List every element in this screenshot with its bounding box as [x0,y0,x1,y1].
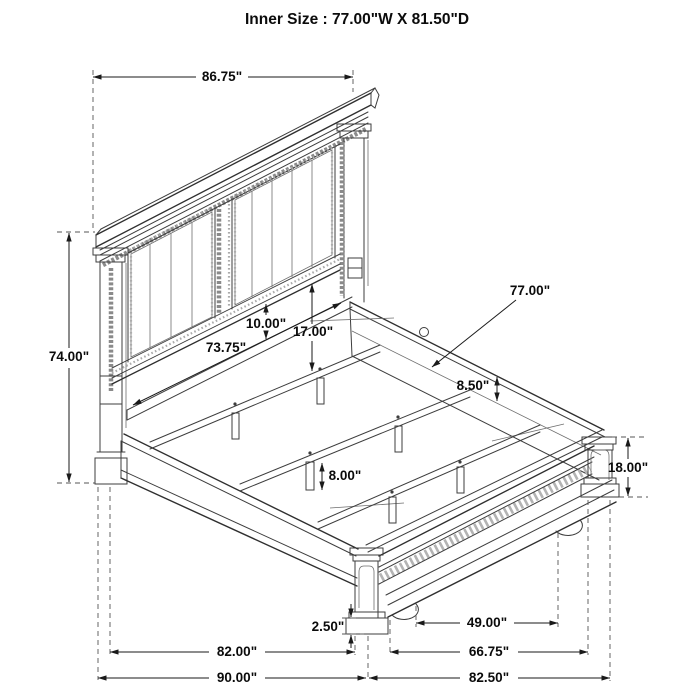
svg-text:8.50": 8.50" [456,378,490,393]
dim-rail-length-77 [432,283,550,367]
slat-leg [317,378,324,404]
headboard-right-post [337,124,371,302]
dim-footboard-height-18 [608,438,648,496]
slat-leg [457,467,464,493]
footboard-top-rail [379,446,594,567]
footboard-base [386,480,616,619]
svg-text:77.00": 77.00" [509,283,551,298]
footboard [346,437,619,634]
svg-text:74.00": 74.00" [48,349,90,364]
svg-text:82.50": 82.50" [468,670,510,685]
dim-rail-drop-8-5 [457,377,497,401]
deck-foot-edge [366,430,602,552]
rail-bolt-hole [420,328,429,337]
dim-headboard-width [93,69,353,84]
svg-text:66.75": 66.75" [468,644,510,659]
dim-panel-to-slat-17 [293,284,333,371]
post-pilaster [359,566,374,610]
dim-inner-length-82 [110,644,355,659]
slats [150,345,540,529]
svg-text:2.50": 2.50" [311,619,345,634]
head-rail [127,297,352,420]
bed-platform [121,297,605,586]
dim-overall-90 [98,670,366,685]
page-title: Inner Size : 77.00"W X 81.50"D [244,11,470,28]
svg-text:10.00": 10.00" [245,316,287,331]
dimension-annotations [49,69,648,685]
base-bracket-right [556,520,582,535]
headboard-crown [96,88,379,265]
extension-lines [57,70,648,681]
dim-inner-width [133,303,341,405]
base-bracket-left [392,604,418,619]
headboard [93,88,379,484]
svg-text:8.00": 8.00" [328,468,362,483]
svg-text:17.00": 17.00" [292,324,334,339]
footboard-left-post [346,548,388,634]
slat-1 [150,345,380,449]
svg-text:49.00": 49.00" [466,615,508,630]
headboard-left-post [93,248,128,484]
dim-bracket-span-49 [416,615,558,630]
svg-text:90.00": 90.00" [216,670,258,685]
svg-text:86.75": 86.75" [201,69,243,84]
dim-frame-82-5 [369,670,610,685]
dim-length-66-75 [390,644,588,659]
dim-panel-gap-10 [246,304,286,339]
dim-base-height-2-5 [312,604,351,648]
slat-leg [389,497,396,523]
svg-text:73.75": 73.75" [205,340,247,355]
dim-leg-height-8 [322,463,361,490]
slat-leg [306,462,314,490]
dim-headboard-height [49,233,89,482]
svg-text:82.00": 82.00" [216,644,258,659]
slat-leg [232,413,239,439]
slat-leg [395,426,402,452]
svg-text:18.00": 18.00" [607,460,649,475]
